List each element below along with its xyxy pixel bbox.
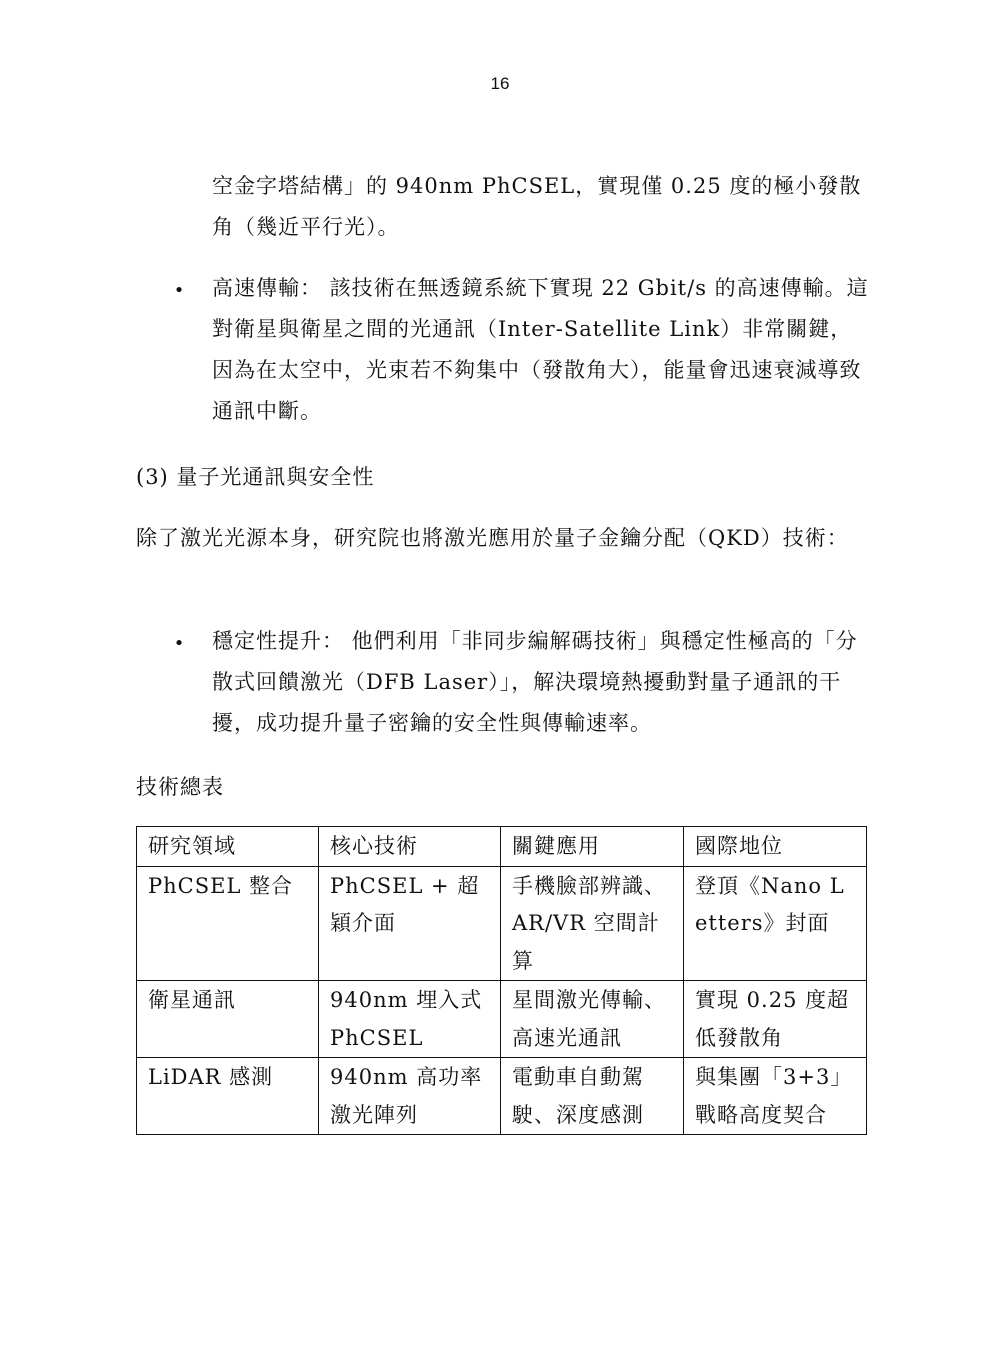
bullet-lead: 高速傳輸： [212, 276, 322, 300]
table-row [137, 866, 867, 981]
bullet-lead: 穩定性提升： [212, 629, 344, 653]
table-cell: 手機臉部辨識、AR/VR 空間計算 [501, 866, 684, 981]
table-header-cell: 國際地位 [684, 827, 867, 867]
table-row [137, 1058, 867, 1135]
table-row [137, 981, 867, 1058]
bullet-dot: • [173, 633, 185, 654]
intro-paragraph: 除了激光光源本身，研究院也將激光應用於量子金鑰分配（QKD）技術： [136, 526, 849, 550]
continuation-paragraph: 空金字塔結構」的 940nm PhCSEL，實現僅 0.25 度的極小發散角（幾近平行光）。 [212, 174, 862, 239]
table-cell: PhCSEL 整合 [137, 866, 319, 981]
technology-summary-table [136, 826, 867, 1135]
table-caption: 技術總表 [136, 775, 224, 799]
bullet-stability [212, 621, 872, 744]
table-cell: LiDAR 感測 [137, 1058, 319, 1135]
table-cell: 電動車自動駕駛、深度感測 [501, 1058, 684, 1135]
table-header-row [137, 827, 867, 867]
bullet-body: 他們利用「非同步編解碼技術」與穩定性極高的「分散式回饋激光（DFB Laser）」，解決環境熱擾動對量子通訊的干擾，成功提升量子密鑰的安全性與傳輸速率。 [212, 629, 858, 735]
table-cell: 940nm 高功率激光陣列 [319, 1058, 501, 1135]
table-cell: 登頂《Nano Letters》封面 [684, 866, 867, 981]
bullet-body: 該技術在無透鏡系統下實現 22 Gbit/s 的高速傳輸。這對衛星與衛星之間的光通訊（Inter-Satellite Link）非常關鍵，因為在太空中，光束若不夠集中（發散角大），能量會迅速衰減導致通訊中斷。 [212, 276, 869, 423]
table-cell: 衛星通訊 [137, 981, 319, 1058]
bullet-dot: • [173, 280, 185, 301]
table-cell: 與集團「3+3」戰略高度契合 [684, 1058, 867, 1135]
bullet-high-speed-transmission [212, 268, 872, 432]
table-cell: PhCSEL + 超穎介面 [319, 866, 501, 981]
table-header-cell: 研究領域 [137, 827, 319, 867]
table-header-cell: 核心技術 [319, 827, 501, 867]
table-header-cell: 關鍵應用 [501, 827, 684, 867]
table-cell: 940nm 埋入式 PhCSEL [319, 981, 501, 1058]
section-heading: (3) 量子光通訊與安全性 [136, 465, 375, 489]
page-number: 16 [490, 74, 510, 93]
table-cell: 實現 0.25 度超低發散角 [684, 981, 867, 1058]
table-cell: 星間激光傳輸、高速光通訊 [501, 981, 684, 1058]
